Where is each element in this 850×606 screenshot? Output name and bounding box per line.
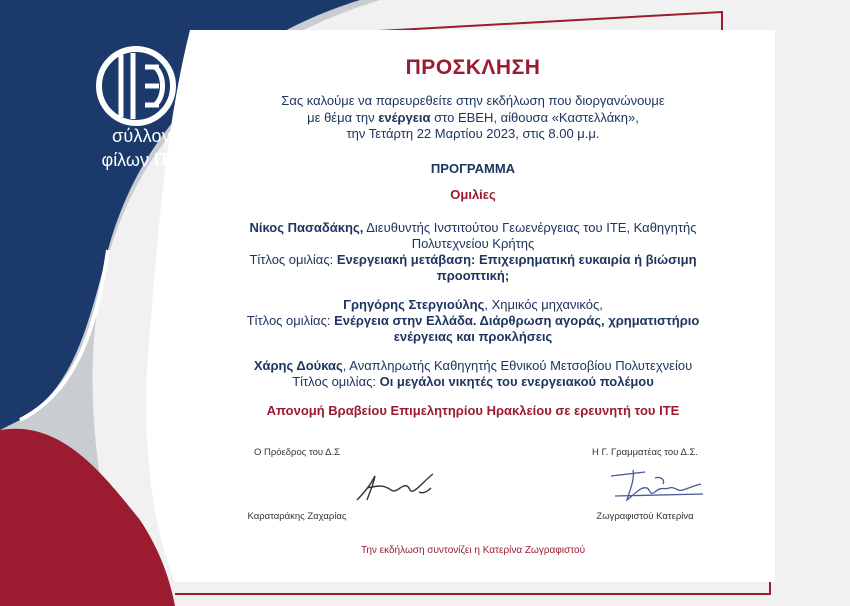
speaker-name: Γρηγόρης Στεργιούλης [343,297,485,312]
signature-president [353,470,443,504]
signature-name-president: Καραταράκης Ζαχαρίας [247,511,347,522]
logo-text-prefix: φίλων [101,150,149,170]
speaker-role: , Αναπληρωτής Καθηγητής Εθνικού Μετσοβίου Πολυτεχνείου [342,358,693,373]
intro-line2-pre: με θέμα την [307,109,375,125]
speaker-role: , Χημικός μηχανικός, [484,297,603,312]
talk-title: Ενέργεια στην Ελλάδα. Διάρθρωση αγοράς, χρηματιστήριο ενέργειας και προκλήσεις [334,313,700,344]
talk-item [243,297,703,345]
signature-role-secretary: Η Γ. Γραμματέας του Δ.Σ. [592,447,698,458]
coordinator-note: Την εκδήλωση συντονίζει η Κατερίνα Ζωγραφιστού [360,545,586,556]
intro-line3: την Τετάρτη 22 Μαρτίου 2023, στις 8.00 μ.μ. [346,126,600,141]
talk-title: Οι μεγάλοι νικητές του ενεργειακού πολέμου [379,374,654,389]
speaker-role: Διευθυντής Ινστιτούτου Γεωενέργειας του ΙΤΕ, Καθηγητής Πολυτεχνείου Κρήτης [366,220,697,251]
speaker-name: Χάρης Δούκας [253,358,343,373]
intro-topic: ενέργεια [378,109,431,125]
invitation-card [173,30,773,582]
intro-line2-post: στο ΕΒΕΗ, αίθουσα «Καστελλάκη», [434,109,639,125]
award-announcement: Απονομή Βραβείου Επιμελητηρίου Ηρακλείου σε ερευνητή του ΙΤΕ [266,403,680,418]
intro-line2 [173,110,773,127]
ite-logo-icon [95,45,177,127]
talk-item [243,220,703,284]
talk-title-label: Τίτλος ομιλίας: [292,374,376,389]
signature-secretary [605,466,709,506]
logo-text-line2 [60,150,182,171]
talk-title: Ενεργειακή μετάβαση: Επιχειρηματική ευκαιρία ή βιώσιμη προοπτική; [336,252,697,283]
intro-line1: Σας καλούμε να παρευρεθείτε στην εκδήλωση που διοργανώνουμε [281,93,665,108]
speaker-name: Νίκος Πασαδάκης, [249,220,364,235]
program-heading: ΠΡΟΓΡΑΜΜΑ [430,161,516,176]
talk-title-label: Τίτλος ομιλίας: [246,313,331,328]
logo-text-line1: σύλλογος [112,126,190,146]
talk-title-label: Τίτλος ομιλίας: [249,252,334,267]
invitation-title: ΠΡΟΣΚΛΗΣΗ [405,56,541,79]
signature-name-secretary: Ζωγραφιστού Κατερίνα [596,511,694,522]
talk-item [213,358,733,390]
logo-text-bold: ΙΤΕ [153,150,182,170]
intro-paragraph [173,93,773,143]
talks-heading: Ομιλίες [450,187,496,202]
signature-role-president: Ο Πρόεδρος του Δ.Σ [253,447,341,458]
